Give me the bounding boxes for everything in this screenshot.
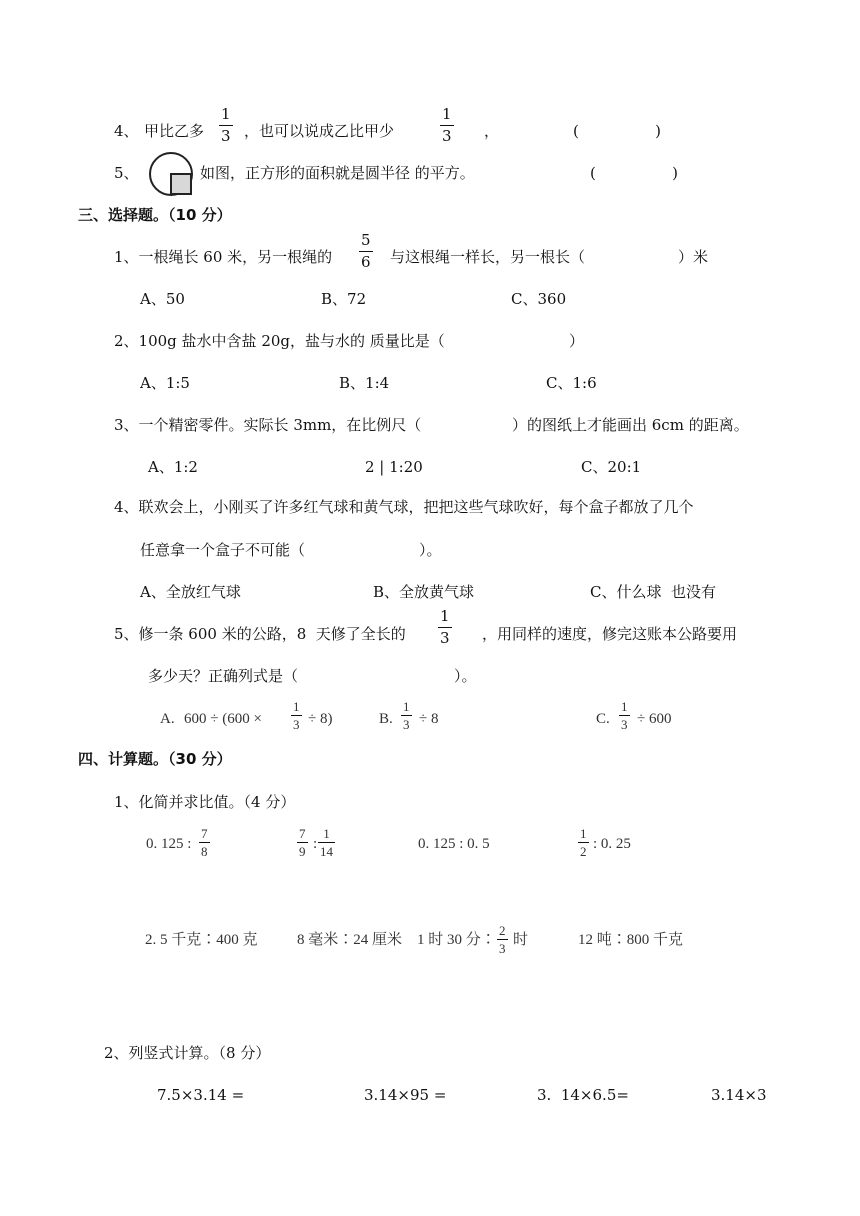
s3-q4-option-a: A、全放红气球 — [140, 583, 241, 601]
s3-q3-option-c: C、20:1 — [581, 458, 642, 476]
s3-q5-line2a: 多少天？正确列式是（ — [148, 667, 299, 685]
s4-q1-r1-b-fraction-2: $\frac{1}{14}$ — [320, 826, 333, 859]
s3-q2-option-a: A、1:5 — [140, 374, 190, 392]
q4-text-a: 甲比乙多 — [144, 122, 205, 140]
s3-q5-text-b: ，用同样的速度，修完这账本公路要用 — [482, 625, 738, 643]
s3-q4-option-c: C、什么球 也没有 — [590, 583, 717, 601]
s3-q1-option-a: A、50 — [140, 290, 185, 308]
s3-q1-option-c: C、360 — [511, 290, 567, 308]
s4-q2-item-4: 3.14×3 — [711, 1086, 767, 1104]
s3-q1-text-c: ）米 — [678, 248, 709, 266]
s4-q1-r1-a-pre: 0. 125 : — [146, 836, 192, 852]
s4-q1-r1-c: 0. 125 : 0. 5 — [418, 836, 490, 852]
q5-number: 5、 — [114, 164, 139, 182]
section3-title: 三、选择题。（10 分） — [78, 206, 232, 224]
s4-q1-r2-c-pre: 1 时 30 分∶ — [417, 932, 496, 948]
s4-q1-r2-c-fraction: $\frac{2}{3}$ — [499, 923, 506, 956]
s3-q5-option-a-pre: 600 ÷ (600 × — [184, 711, 262, 727]
s4-q1-r2-d: 12 吨∶800 千克 — [578, 932, 684, 948]
s3-q3-text-a: 3、一个精密零件。实际长 3mm，在比例尺（ — [114, 416, 422, 434]
circle-square-figure — [148, 151, 194, 197]
s3-q5-option-c-post: ÷ 600 — [637, 711, 672, 727]
s3-q4-line2b: ）。 — [419, 541, 442, 559]
s3-q5-option-a-label: A. — [160, 711, 175, 727]
s3-q2-option-c: C、1:6 — [546, 374, 597, 392]
s3-q5-option-a-post: ÷ 8) — [308, 711, 333, 727]
q4-text-c: ， — [484, 122, 500, 140]
s4-q2-item-2: 3.14×95 = — [364, 1086, 447, 1104]
q5-text: 如图，正方形的面积就是圆半径 的平方。 — [200, 164, 475, 182]
s4-q1-r2-b: 8 毫米∶24 厘米 — [297, 932, 403, 948]
s3-q5-option-a-fraction: $\frac{1}{3}$ — [293, 699, 300, 732]
q4-number: 4、 — [114, 122, 139, 140]
s3-q4-line2a: 任意拿一个盒子不可能（ — [140, 541, 306, 559]
s3-q5-fraction: $\frac{1}{3}$ — [440, 607, 450, 647]
q4-fraction-1: $\frac{1}{3}$ — [221, 105, 231, 145]
s4-q1-title: 1、化简并求比值。（4 分） — [114, 793, 296, 811]
section4-title: 四、计算题。（30 分） — [78, 750, 232, 768]
s3-q1-text-a: 1、一根绳长 60 米，另一根绳的 — [114, 248, 333, 266]
s3-q2-option-b: B、1:4 — [339, 374, 390, 392]
s4-q1-r1-a-fraction: $\frac{7}{8}$ — [201, 826, 208, 859]
s3-q3-option-a: A、1:2 — [148, 458, 198, 476]
s3-q2-close: ） — [569, 332, 585, 350]
s3-q4-option-b: B、全放黄气球 — [373, 583, 475, 601]
s3-q1-fraction: $\frac{5}{6}$ — [361, 231, 371, 271]
s3-q5-option-c-fraction: $\frac{1}{3}$ — [621, 699, 628, 732]
s3-q5-option-c-label: C. — [596, 711, 610, 727]
s3-q2-text: 2、100g 盐水中含盐 20g，盐与水的 质量比是（ — [114, 332, 445, 350]
s4-q2-item-3: 3. 14×6.5= — [537, 1086, 629, 1104]
s4-q1-r1-b-fraction-1: $\frac{7}{9}$ — [299, 826, 306, 859]
s4-q2-title: 2、列竖式计算。（8 分） — [104, 1044, 271, 1062]
s4-q1-r2-c-post: 时 — [513, 932, 529, 948]
q4-answer-paren: ( ) — [573, 122, 661, 140]
q5-answer-paren: ( ) — [590, 164, 678, 182]
s3-q4-line1: 4、联欢会上，小刚买了许多红气球和黄气球，把把这些气球吹好，每个盒子都放了几个 — [114, 498, 694, 516]
s3-q5-text-a: 5、修一条 600 米的公路，8 天修了全长的 — [114, 625, 406, 643]
s3-q5-option-b-label: B. — [379, 711, 393, 727]
q4-fraction-2: $\frac{1}{3}$ — [442, 105, 452, 145]
s3-q5-option-b-post: ÷ 8 — [419, 711, 439, 727]
s3-q3-text-b: ）的图纸上才能画出 6cm 的距离。 — [512, 416, 749, 434]
s3-q3-option-b: 2 | 1:20 — [365, 458, 423, 476]
q4-text-b: ，也可以说成乙比甲少 — [244, 122, 395, 140]
s3-q1-option-b: B、72 — [321, 290, 367, 308]
s3-q5-option-b-fraction: $\frac{1}{3}$ — [403, 699, 410, 732]
s4-q1-r1-b-sep: : — [313, 836, 318, 852]
s3-q5-line2b: ）。 — [454, 667, 477, 685]
s4-q1-r1-d-post: : 0. 25 — [593, 836, 631, 852]
s4-q2-item-1: 7.5×3.14 = — [157, 1086, 245, 1104]
s3-q1-text-b: 与这根绳一样长，另一根长（ — [390, 248, 586, 266]
s4-q1-r1-d-fraction: $\frac{1}{2}$ — [580, 826, 587, 859]
s4-q1-r2-a: 2. 5 千克∶400 克 — [145, 932, 258, 948]
